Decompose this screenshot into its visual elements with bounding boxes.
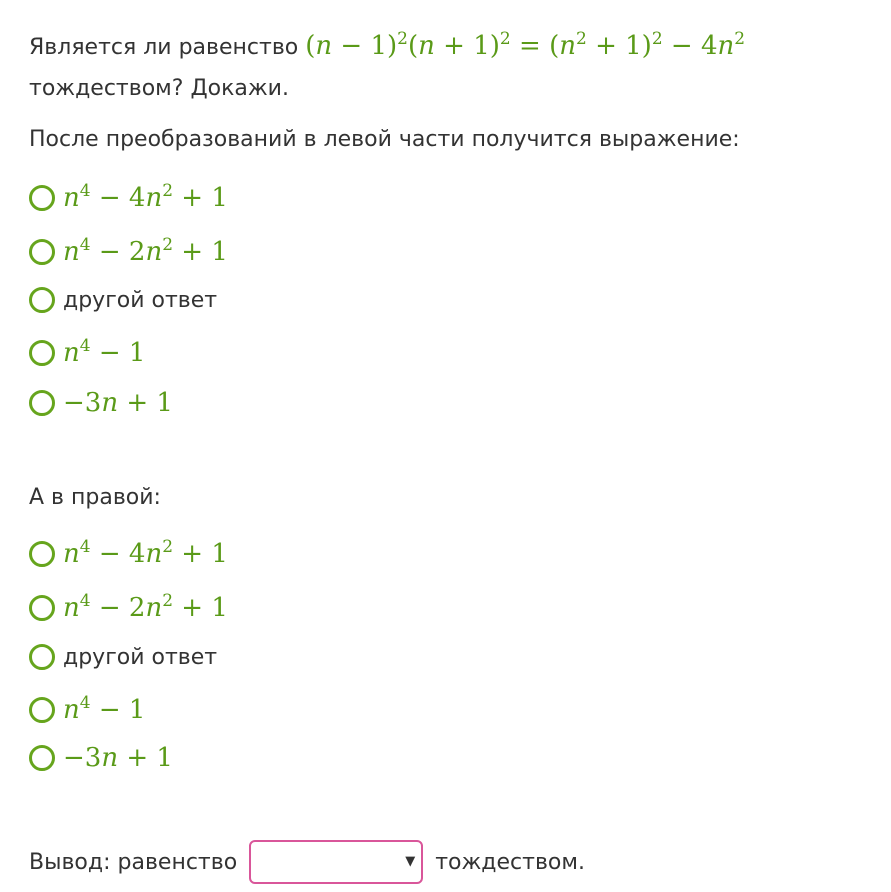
radio-icon[interactable] (29, 541, 55, 567)
radio-icon[interactable] (29, 595, 55, 621)
right-option-3[interactable] (29, 637, 217, 677)
right-option-4-formula: $n^4 - 1$ (63, 692, 146, 725)
radio-icon[interactable] (29, 239, 55, 265)
left-option-2-formula: $n^4 - 2n^2 + 1$ (63, 234, 228, 267)
right-option-1-formula: $n^4 - 4n^2 + 1$ (63, 536, 228, 569)
left-option-4[interactable] (29, 333, 145, 373)
radio-icon[interactable] (29, 185, 55, 211)
right-option-4[interactable] (29, 690, 145, 730)
question-text (29, 26, 885, 109)
right-option-5[interactable] (29, 738, 173, 778)
left-prompt: После преобразований в левой части получится выражение: (29, 127, 740, 152)
right-option-2[interactable] (29, 588, 228, 628)
right-option-5-formula: −3n + 1 (63, 743, 173, 773)
radio-icon[interactable] (29, 287, 55, 313)
radio-icon[interactable] (29, 745, 55, 771)
left-option-5-formula: −3n + 1 (63, 388, 173, 418)
radio-icon[interactable] (29, 644, 55, 670)
right-option-1[interactable] (29, 534, 228, 574)
left-option-3-label: другой ответ (63, 287, 218, 313)
question-text-after: тождеством? Докажи. (29, 76, 289, 101)
radio-icon[interactable] (29, 340, 55, 366)
right-prompt: А в правой: (29, 485, 161, 510)
left-option-1[interactable] (29, 178, 228, 218)
conclusion-after: тождеством. (435, 849, 585, 875)
question-text-before: Является ли равенство (29, 35, 299, 60)
left-option-3[interactable] (29, 280, 217, 320)
left-option-4-formula: $n^4 - 1$ (63, 335, 146, 368)
left-option-2[interactable] (29, 232, 228, 272)
chevron-down-icon[interactable]: ▼ (405, 854, 416, 869)
left-option-5[interactable] (29, 383, 173, 423)
radio-icon[interactable] (29, 697, 55, 723)
conclusion-row (29, 838, 585, 886)
question-equation: $(n - 1)^2(n + 1)^2 = (n^2 + 1)^2 - 4n^2$ (305, 28, 746, 61)
radio-icon[interactable] (29, 390, 55, 416)
left-option-1-formula: $n^4 - 4n^2 + 1$ (63, 180, 228, 213)
right-option-2-formula: $n^4 - 2n^2 + 1$ (63, 590, 228, 623)
right-option-3-label: другой ответ (63, 644, 218, 670)
conclusion-select[interactable] (249, 840, 423, 884)
conclusion-label: Вывод: равенство (29, 849, 238, 875)
